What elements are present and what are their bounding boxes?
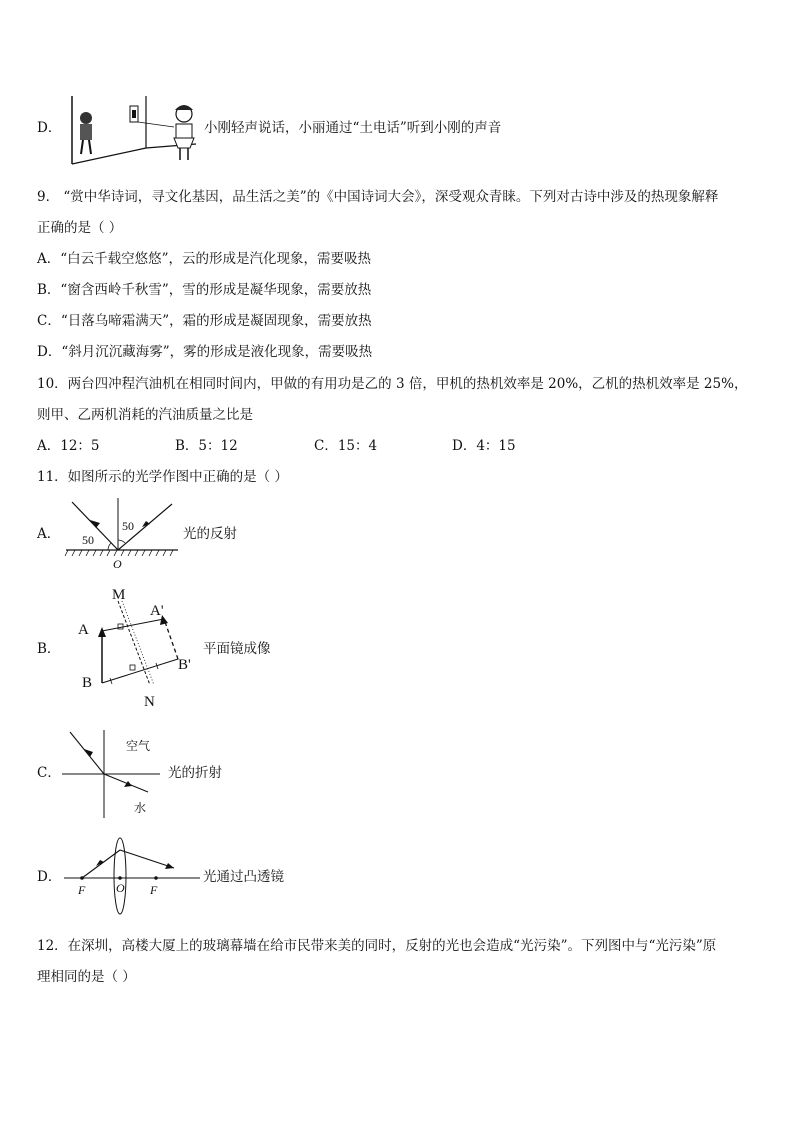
reflection-angle-right: 50 <box>122 519 134 533</box>
q10-stem-line2: 则甲、乙两机消耗的汽油质量之比是 <box>37 407 253 423</box>
q8-option-d-text: 小刚轻声说话，小丽通过“土电话”听到小刚的声音 <box>204 120 502 136</box>
q10-option-c: C．15：4 <box>314 438 378 454</box>
mirror-label-n: N <box>144 694 155 710</box>
q11-b-caption: 平面镜成像 <box>203 641 271 657</box>
plane-mirror-diagram <box>74 583 204 713</box>
lens-center-o: O <box>116 881 125 895</box>
image-label-a-prime: A' <box>150 603 164 619</box>
mirror-label-m: M <box>112 587 126 603</box>
q10-stem-line1: 10．两台四冲程汽油机在相同时间内，甲做的有用功是乙的 3 倍，甲机的热机效率是 20%，乙机的热机效率是 25%， <box>37 376 748 392</box>
object-label-a: A <box>78 622 89 638</box>
q9-option-a: A．“白云千载空悠悠”，云的形成是汽化现象，需要吸热 <box>37 251 372 267</box>
q11-stem: 11．如图所示的光学作图中正确的是（ ） <box>37 469 288 485</box>
q9-stem-line2: 正确的是（ ） <box>37 220 123 236</box>
q12-stem-line2: 理相同的是（ ） <box>37 969 136 985</box>
tin-can-telephone-illustration <box>66 94 206 166</box>
q9-option-c: C．“日落乌啼霜满天”，霜的形成是凝固现象，需要放热 <box>37 313 372 329</box>
q11-d-caption: 光通过凸透镜 <box>203 869 284 885</box>
q11-c-letter: C． <box>37 765 61 781</box>
q8-option-d-letter: D． <box>37 120 62 136</box>
q10-option-d: D．4：15 <box>452 438 516 454</box>
air-label: 空气 <box>126 739 151 753</box>
reflection-point-o: O <box>113 557 122 571</box>
q9-stem-line1: 9． “赏中华诗词，寻文化基因，品生活之美”的《中国诗词大会》，深受观众青睐。下列对古诗中涉及的热现象解释 <box>37 189 719 205</box>
q9-option-d: D．“斜月沉沉藏海雾”，雾的形成是液化现象，需要吸热 <box>37 344 373 360</box>
image-label-b-prime: B' <box>178 657 191 673</box>
q12-stem-line1: 12．在深圳，高楼大厦上的玻璃幕墙在给市民带来美的同时，反射的光也会造成“光污染”。下列图中与“光污染”原 <box>37 938 717 954</box>
convex-lens-diagram <box>62 836 202 916</box>
q11-b-letter: B． <box>37 641 61 657</box>
q11-c-caption: 光的折射 <box>168 765 222 781</box>
lens-focus-right: F <box>150 883 158 897</box>
q11-a-letter: A． <box>37 526 61 542</box>
q9-option-b: B．“窗含西岭千秋雪”，雪的形成是凝华现象，需要放热 <box>37 282 372 298</box>
object-label-b: B <box>82 675 93 691</box>
lens-focus-left: F <box>78 883 86 897</box>
water-label: 水 <box>134 801 147 815</box>
q11-a-caption: 光的反射 <box>183 526 237 542</box>
reflection-diagram <box>62 492 182 572</box>
q10-option-b: B．5：12 <box>175 438 238 454</box>
refraction-diagram <box>60 728 170 820</box>
q10-option-a: A．12：5 <box>37 438 100 454</box>
q11-d-letter: D． <box>37 869 62 885</box>
reflection-angle-left: 50 <box>82 533 94 547</box>
